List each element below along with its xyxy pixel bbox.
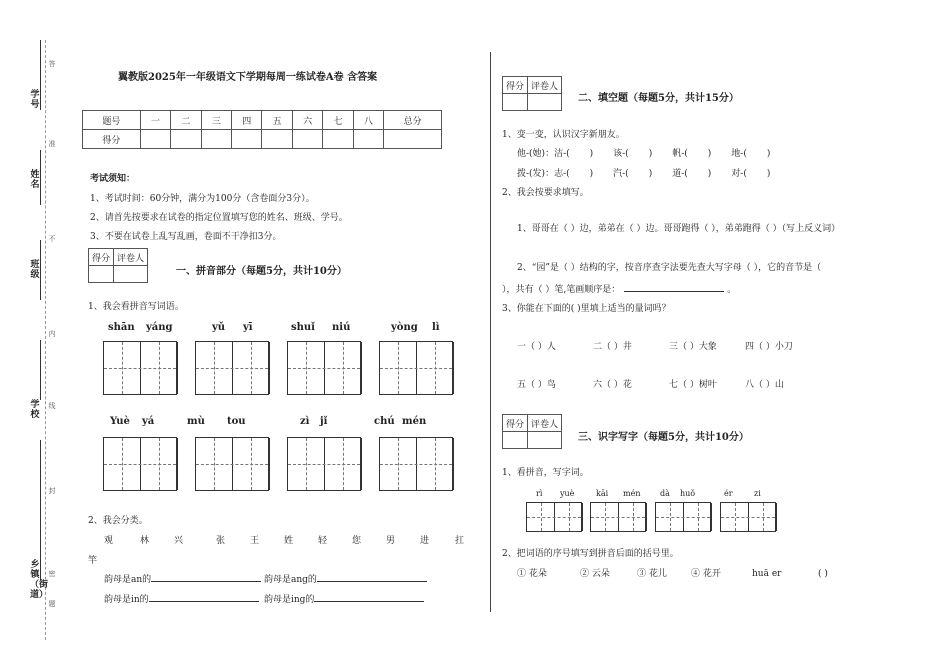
student-id-label: 学号 (30, 90, 40, 110)
score-cell[interactable] (232, 130, 262, 149)
answer-blank[interactable] (624, 291, 724, 292)
section2-q2-line1: 1、哥哥在（ ）边，弟弟在（ ）边。哥哥跑得（ ），弟弟跑得（ ）（写上反义词） (517, 224, 841, 234)
q1-paren: ) (648, 149, 653, 159)
score-box-cell[interactable] (503, 94, 528, 111)
q1-row1 (517, 149, 770, 160)
classify-line-label: 韵母是ang的 (264, 575, 317, 585)
pinyin: dà (660, 489, 670, 498)
section2-q2-line2b: ），共有（ ）笔,笔画顺序是： (502, 285, 621, 295)
score-header-cell: 七 (323, 111, 353, 130)
option: ④ 花开 (691, 569, 721, 579)
measure-word: 七（ ）树叶 (669, 380, 717, 390)
section1-title: 一、拼音部分（每题5分，共计10分） (176, 266, 347, 277)
section3-title: 三、识字写字（每题5分，共计10分） (578, 432, 749, 443)
score-header-cell: 八 (353, 111, 383, 130)
column-divider (490, 52, 491, 612)
option: ② 云朵 (580, 569, 610, 579)
writing-grid[interactable] (287, 437, 361, 491)
score-box-cell[interactable] (503, 432, 528, 449)
classify-char: 轻 (318, 536, 328, 546)
q1-item: 道-( (672, 169, 688, 179)
q1-item: 拨-(发)：志-( (517, 169, 570, 179)
score-cell[interactable] (140, 130, 170, 149)
answer-parentheses[interactable]: ( ) (818, 569, 828, 579)
classify-line (264, 575, 427, 586)
q1-item: 该-( (613, 149, 629, 159)
q1-item: 帆-( (672, 149, 688, 159)
measure-word: 八（ ）山 (745, 380, 784, 390)
score-box-cell[interactable] (89, 266, 114, 283)
pinyin: huǒ (680, 489, 696, 498)
classify-char: 进 (420, 536, 430, 546)
pinyin: Yuè (110, 416, 130, 427)
pinyin: tou (227, 416, 246, 427)
pinyin: yī (243, 322, 253, 333)
binding-mark: 不 (48, 235, 56, 243)
classify-char: 竿 (88, 556, 98, 566)
option: ③ 花儿 (637, 569, 667, 579)
measure-word: 六（ ）花 (593, 380, 632, 390)
pinyin: zi (754, 489, 761, 498)
pinyin: jǐ (320, 416, 328, 427)
section2-q2-line2b-wrap: ），共有（ ）笔,笔画顺序是： 。 (502, 285, 737, 295)
q1-paren: ) (707, 149, 712, 159)
score-cell[interactable] (323, 130, 353, 149)
pinyin-question: huā er (752, 569, 782, 579)
score-table (82, 110, 442, 149)
binding-mark: 答 (48, 60, 56, 68)
classify-line (104, 575, 261, 586)
writing-grid[interactable] (195, 437, 269, 491)
pinyin: yòng (391, 322, 418, 333)
score-header-cell: 一 (140, 111, 170, 130)
notice-item: 3、不要在试卷上乱写乱画，卷面不干净扣3分。 (90, 232, 282, 242)
binding-dashed-line (45, 40, 46, 640)
score-box-label: 得分 (503, 77, 528, 94)
classify-char: 王 (250, 536, 260, 546)
pinyin: chú (374, 416, 395, 427)
q1-row2 (517, 169, 770, 180)
q1-item: 对-( (731, 169, 747, 179)
binding-mark: 线 (48, 402, 56, 410)
pinyin: rì (536, 489, 543, 498)
score-cell[interactable] (262, 130, 292, 149)
pinyin: yáng (146, 322, 173, 333)
classify-char: 姓 (284, 536, 294, 546)
classify-char: 扛 (455, 536, 465, 546)
pinyin: shān (108, 322, 135, 333)
q1-paren: ) (589, 149, 594, 159)
town-label: 乡镇（街道） (30, 560, 49, 600)
score-header-cell: 题号 (83, 111, 141, 130)
classify-line (104, 595, 259, 606)
q1-item: 他-(她)：洁-( (517, 149, 570, 159)
section2-q2-line2a: 2、“园”是（ ）结构的字，按音序查字法要先查大写字母（ ），它的音节是（ (517, 263, 822, 273)
option: ① 花朵 (517, 569, 547, 579)
student-id-line (40, 40, 42, 110)
q1-paren: ) (766, 149, 771, 159)
binding-mark: 题 (48, 600, 56, 608)
grader-box-label: 评卷人 (528, 415, 562, 432)
score-header-cell: 二 (171, 111, 201, 130)
class-line (40, 240, 42, 300)
q1-paren: ) (648, 169, 653, 179)
grader-box-cell[interactable] (528, 432, 562, 449)
pinyin: zì (300, 416, 310, 427)
classify-line-label: 韵母是an的 (104, 575, 152, 585)
classify-char: 观 (104, 536, 114, 546)
writing-grid[interactable] (287, 341, 361, 395)
measure-word: 一（ ）人 (517, 342, 556, 352)
classify-line-label: 韵母是ing的 (264, 595, 315, 605)
section2-q1: 1、变一变，认识汉字新朋友。 (502, 130, 625, 140)
writing-grid[interactable] (655, 502, 711, 532)
pinyin: lì (432, 322, 440, 333)
notice-item: 2、请首先按要求在试卷的指定位置填写您的姓名、班级、学号。 (90, 213, 348, 223)
classify-char: 张 (216, 536, 226, 546)
q1-item: 地-( (731, 149, 747, 159)
classify-line-label: 韵母是in的 (104, 595, 149, 605)
section3-q2: 2、把词语的序号填写到拼音后面的括号里。 (502, 549, 679, 559)
pinyin: yá (142, 416, 155, 427)
writing-grid[interactable] (379, 437, 453, 491)
writing-grid[interactable] (103, 341, 177, 395)
binding-mark: 内 (48, 330, 56, 338)
score-header-cell: 四 (232, 111, 262, 130)
section1-q1: 1、我会看拼音写词语。 (88, 302, 184, 312)
score-cell[interactable] (292, 130, 322, 149)
answer-blank[interactable] (151, 581, 261, 582)
grader-box-cell[interactable] (528, 94, 562, 111)
classify-char: 林 (140, 536, 150, 546)
binding-mark: 准 (48, 140, 56, 148)
notice-title: 考试须知： (90, 174, 136, 184)
page-title: 翼教版2025年一年级语文下学期每周一练试卷A卷 含答案 (118, 72, 378, 83)
score-header-cell: 五 (262, 111, 292, 130)
answer-blank[interactable] (149, 601, 259, 602)
pinyin: niú (332, 322, 351, 333)
score-row-label: 得分 (83, 130, 141, 149)
section2-q3: 3、你能在下面的( )里填上适当的量词吗？ (502, 304, 671, 314)
pinyin: yuè (560, 489, 575, 498)
pinyin: mén (623, 489, 641, 498)
score-box-1 (88, 248, 148, 283)
binding-mark: 封 (48, 487, 56, 495)
section2-q2: 2、我会按要求填写。 (502, 188, 589, 198)
answer-blank[interactable] (314, 601, 424, 602)
section1-q2: 2、我会分类。 (88, 516, 148, 526)
pinyin: yǔ (212, 322, 226, 333)
score-box-label: 得分 (89, 249, 114, 266)
classify-char: 男 (386, 536, 396, 546)
q1-paren: ) (766, 169, 771, 179)
score-box-3 (502, 414, 562, 449)
q1-item: 汽-( (613, 169, 629, 179)
class-label: 班级 (30, 260, 40, 280)
writing-grid[interactable] (590, 502, 646, 532)
score-cell[interactable] (384, 130, 442, 149)
q1-paren: ) (707, 169, 712, 179)
answer-blank[interactable] (317, 581, 427, 582)
town-line (40, 440, 42, 580)
score-header-cell: 三 (201, 111, 231, 130)
writing-grid[interactable] (103, 437, 177, 491)
pinyin: ér (724, 489, 733, 498)
score-box-label: 得分 (503, 415, 528, 432)
measure-word: 四（ ）小刀 (745, 342, 793, 352)
score-header-cell: 六 (292, 111, 322, 130)
classify-line (264, 595, 424, 606)
q1-paren: ) (589, 169, 594, 179)
grader-box-cell[interactable] (114, 266, 148, 283)
section3-q1: 1、看拼音，写字词。 (502, 468, 589, 478)
score-header-cell: 总分 (384, 111, 442, 130)
measure-word: 二（ ）井 (593, 342, 632, 352)
grader-box-label: 评卷人 (528, 77, 562, 94)
score-cell[interactable] (171, 130, 201, 149)
score-cell[interactable] (353, 130, 383, 149)
writing-grid[interactable] (195, 341, 269, 395)
notice-item: 1、考试时间：60分钟，满分为100分（含卷面分3分）。 (90, 194, 315, 204)
binding-mark: 密 (48, 570, 56, 578)
writing-grid[interactable] (379, 341, 453, 395)
school-label: 学校 (30, 400, 40, 420)
score-cell[interactable] (201, 130, 231, 149)
pinyin: shuǐ (291, 322, 315, 333)
pinyin: kāi (596, 489, 609, 498)
score-box-2 (502, 76, 562, 111)
classify-char: 兴 (174, 536, 184, 546)
classify-char: 您 (352, 536, 362, 546)
measure-word: 三（ ）大象 (669, 342, 717, 352)
name-label: 姓名 (30, 170, 40, 190)
name-line (40, 150, 42, 205)
school-line (40, 340, 42, 400)
measure-word: 五（ ）鸟 (517, 380, 556, 390)
section2-title: 二、填空题（每题5分，共计15分） (578, 93, 739, 104)
pinyin: mén (402, 416, 427, 427)
writing-grid[interactable] (526, 502, 582, 532)
pinyin: mù (187, 416, 205, 427)
writing-grid[interactable] (720, 502, 776, 532)
grader-box-label: 评卷人 (114, 249, 148, 266)
